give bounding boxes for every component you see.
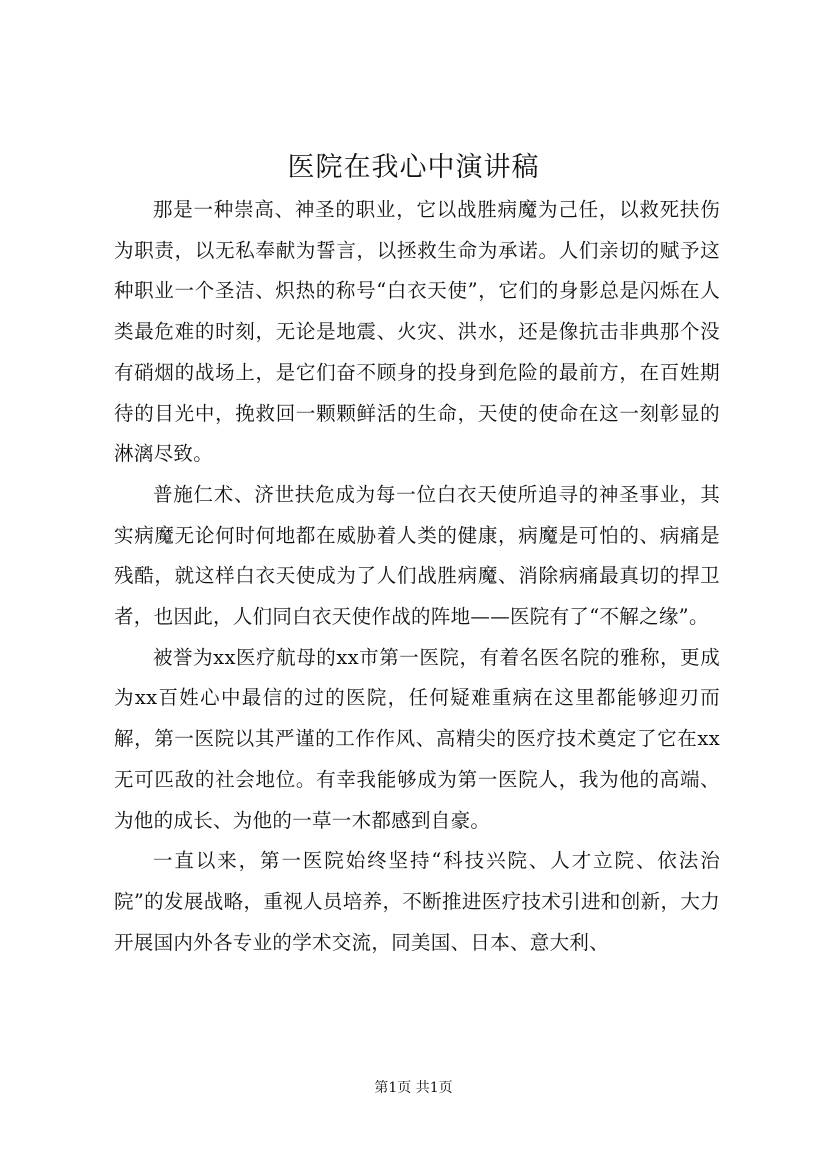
page-title: 医院在我心中演讲稿 (287, 152, 540, 183)
paragraph-3: 被誉为xx医疗航母的xx市第一医院，有着名医名院的雅称，更成为xx百姓心中最信的过的医院，任何疑难重病在这里都能够迎刃而解，第一医院以其严谨的工作作风、高精尖的医疗技术奠定了它在xx无可匹敌的社会地位。有幸我能够成为第一医院人，我为他的高端、为他的成长、为他的一草一木都感到自豪。 (114, 645, 720, 832)
page-footer: 第1页 共1页 (374, 1080, 453, 1096)
paragraph-4: 一直以来，第一医院始终坚持“科技兴院、人才立院、依法治院”的发展战略，重视人员培养，不断推进医疗技术引进和创新，大力开展国内外各专业的学术交流，同美国、日本、意大利、 (114, 849, 720, 954)
paragraph-2: 普施仁术、济世扶危成为每一位白衣天使所追寻的神圣事业，其实病魔无论何时何地都在威胁着人类的健康，病魔是可怕的、病痛是残酷，就这样白衣天使成为了人们战胜病魔、消除病痛最真切的捍卫者，也因此，人们同白衣天使作战的阵地——医院有了“不解之缘”。 (114, 482, 720, 629)
paragraph-1: 那是一种崇高、神圣的职业，它以战胜病魔为己任，以救死扶伤为职责，以无私奉献为誓言，以拯救生命为承诺。人们亲切的赋予这种职业一个圣洁、炽热的称号“白衣天使”，它们的身影总是闪烁在人类最危难的时刻，无论是地震、火灾、洪水，还是像抗击非典那个没有硝烟的战场上，是它们奋不顾身的投身到危险的最前方，在百姓期待的目光中，挽救回一颗颗鲜活的生命，天使的使命在这一刻彰显的淋漓尽致。 (114, 198, 720, 466)
document-body (114, 190, 720, 963)
